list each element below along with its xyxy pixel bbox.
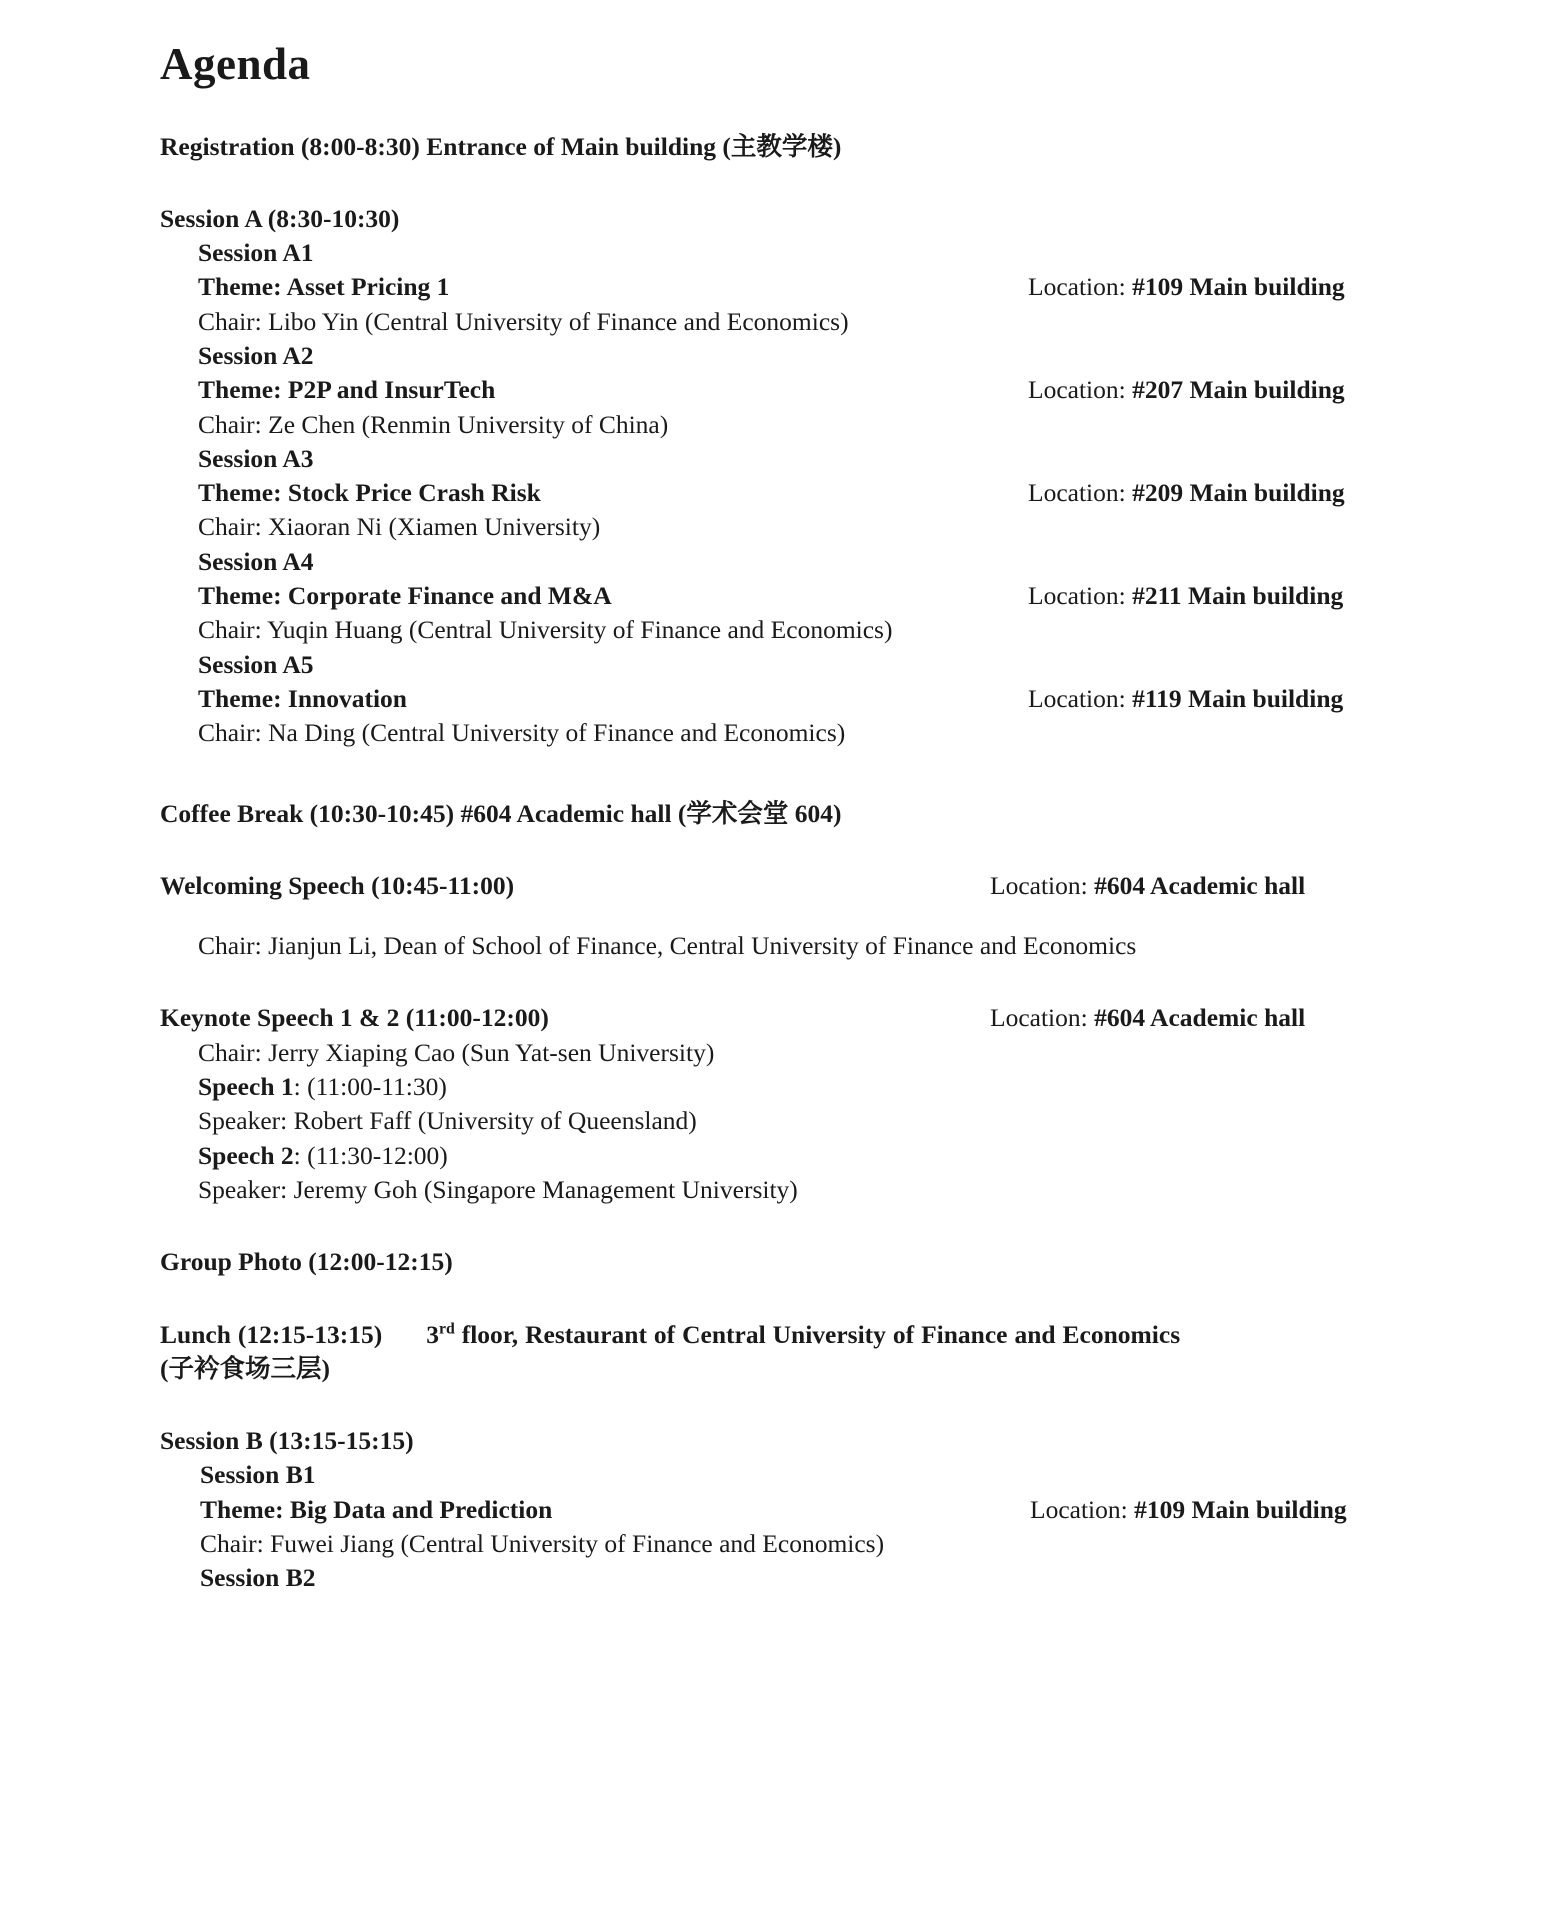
lunch-ordinal: 3 — [426, 1319, 439, 1349]
speech-2-time: : (11:30-12:00) — [293, 1140, 448, 1170]
session-b1 — [160, 1458, 1432, 1595]
spacer — [160, 903, 1432, 929]
location-value: #209 Main building — [1132, 478, 1345, 508]
location-value: #109 Main building — [1132, 272, 1345, 302]
session-theme: Theme: P2P and InsurTech — [198, 375, 496, 405]
session-name: Session B2 — [200, 1563, 316, 1593]
keynote-heading-row — [160, 1001, 1432, 1035]
theme-row — [198, 373, 1432, 407]
theme-row — [198, 682, 1432, 716]
lunch-block — [160, 1318, 1432, 1387]
lunch-ordinal-suffix: rd — [438, 1320, 455, 1338]
location-value: #604 Academic hall — [1094, 1003, 1306, 1033]
session-chair: Chair: Xiaoran Ni (Xiamen University) — [198, 512, 601, 542]
keynote-chair: Chair: Jerry Xiaping Cao (Sun Yat-sen University) — [198, 1037, 715, 1067]
lunch-part-4: Restaurant — [525, 1319, 647, 1349]
location-label: Location: — [1028, 478, 1133, 508]
lunch-line — [160, 1318, 1180, 1387]
location-value: #211 Main building — [1132, 581, 1344, 611]
welcoming-speech-block — [160, 869, 1432, 964]
lunch-part-3: floor, — [461, 1319, 519, 1349]
lunch-part-2: (12:15-13:15) — [237, 1319, 383, 1349]
session-a5 — [160, 648, 1432, 751]
lunch-part-1: Lunch — [160, 1319, 231, 1349]
session-name: Session A5 — [198, 649, 314, 679]
group-photo-block — [160, 1245, 1432, 1279]
session-a3 — [160, 442, 1432, 545]
session-chair: Chair: Fuwei Jiang (Central University of Finance and Economics) — [200, 1529, 885, 1558]
session-theme: Theme: Stock Price Crash Risk — [198, 478, 541, 508]
spacer — [160, 176, 1432, 202]
location-label: Location: — [990, 870, 1095, 900]
location-label: Location: — [1028, 272, 1133, 302]
coffee-break-block — [160, 797, 1432, 831]
lunch-part-11: Economics (子衿食场三层) — [160, 1319, 1181, 1383]
keynote-heading: Keynote Speech 1 & 2 (11:00-12:00) — [160, 1003, 549, 1033]
registration-line: Registration (8:00-8:30) Entrance of Main building (主教学楼) — [160, 131, 842, 161]
session-theme: Theme: Big Data and Prediction — [200, 1494, 553, 1524]
session-chair: Chair: Ze Chen (Renmin University of China) — [198, 409, 669, 439]
location-row — [1028, 579, 1343, 613]
location-row — [990, 1001, 1305, 1035]
speech-2-label: Speech 2 — [198, 1140, 294, 1170]
location-row — [1028, 682, 1343, 716]
registration-block — [160, 130, 1432, 164]
lunch-part-6: Central — [682, 1319, 766, 1349]
lunch-part-9: Finance — [921, 1319, 1008, 1349]
lunch-part-5: of — [653, 1319, 676, 1349]
welcoming-chair: Chair: Jianjun Li, Dean of School of Finance, Central University of Finance and Economics — [198, 931, 1137, 961]
theme-row — [198, 476, 1432, 510]
lunch-part-7: University — [772, 1319, 886, 1349]
location-row — [1028, 270, 1345, 304]
session-name: Session A2 — [198, 340, 314, 370]
speech-2-row — [160, 1139, 1432, 1173]
location-label: Location: — [1030, 1494, 1135, 1524]
location-value: #604 Academic hall — [1094, 870, 1306, 900]
session-theme: Theme: Asset Pricing 1 — [198, 272, 450, 302]
location-label: Location: — [990, 1003, 1095, 1033]
theme-row — [200, 1493, 1432, 1527]
spacer — [160, 843, 1432, 869]
speaker-2: Speaker: Jeremy Goh (Singapore Management University) — [198, 1174, 798, 1204]
session-theme: Theme: Innovation — [198, 683, 407, 713]
page-title: Agenda — [160, 39, 311, 89]
group-photo-line: Group Photo (12:00-12:15) — [160, 1247, 453, 1277]
location-label: Location: — [1028, 375, 1133, 405]
lunch-part-10: and — [1014, 1319, 1056, 1349]
location-row — [1028, 476, 1345, 510]
location-label: Location: — [1028, 581, 1133, 611]
keynote-block — [160, 1001, 1432, 1207]
speech-1-label: Speech 1 — [198, 1072, 294, 1102]
coffee-break-line: Coffee Break (10:30-10:45) #604 Academic hall (学术会堂 604) — [160, 798, 842, 828]
location-value: #109 Main building — [1134, 1494, 1347, 1524]
session-name: Session A4 — [198, 546, 314, 576]
theme-row — [198, 270, 1432, 304]
speech-1-row — [160, 1070, 1432, 1104]
location-label: Location: — [1028, 683, 1133, 713]
location-row — [990, 869, 1305, 903]
location-value: #207 Main building — [1132, 375, 1345, 405]
spacer — [160, 1398, 1432, 1424]
welcoming-heading-row — [160, 869, 1432, 903]
session-theme: Theme: Corporate Finance and M&A — [198, 581, 612, 611]
session-a1 — [160, 236, 1432, 339]
session-a-block — [160, 202, 1432, 751]
spacer — [160, 975, 1432, 1001]
session-b-block — [160, 1424, 1432, 1595]
location-row — [1028, 373, 1345, 407]
session-a2 — [160, 339, 1432, 442]
session-chair: Chair: Na Ding (Central University of Finance and Economics) — [198, 718, 846, 748]
location-row — [1030, 1493, 1347, 1527]
session-name: Session B1 — [200, 1460, 316, 1490]
theme-row — [198, 579, 1432, 613]
session-a-heading: Session A (8:30-10:30) — [160, 203, 400, 233]
spacer — [160, 1292, 1432, 1318]
session-name: Session A3 — [198, 443, 314, 473]
session-chair: Chair: Libo Yin (Central University of Finance and Economics) — [198, 306, 849, 336]
lunch-part-8: of — [892, 1319, 915, 1349]
session-chair: Chair: Yuqin Huang (Central University of Finance and Economics) — [198, 615, 893, 645]
spacer — [160, 1219, 1432, 1245]
speaker-1: Speaker: Robert Faff (University of Queensland) — [198, 1106, 697, 1136]
welcoming-heading: Welcoming Speech (10:45-11:00) — [160, 870, 515, 900]
speech-1-time: : (11:00-11:30) — [293, 1072, 447, 1102]
location-value: #119 Main building — [1132, 683, 1344, 713]
session-a4 — [160, 545, 1432, 648]
session-b-heading: Session B (13:15-15:15) — [160, 1426, 414, 1456]
session-name: Session A1 — [198, 238, 314, 268]
spacer — [160, 763, 1432, 797]
